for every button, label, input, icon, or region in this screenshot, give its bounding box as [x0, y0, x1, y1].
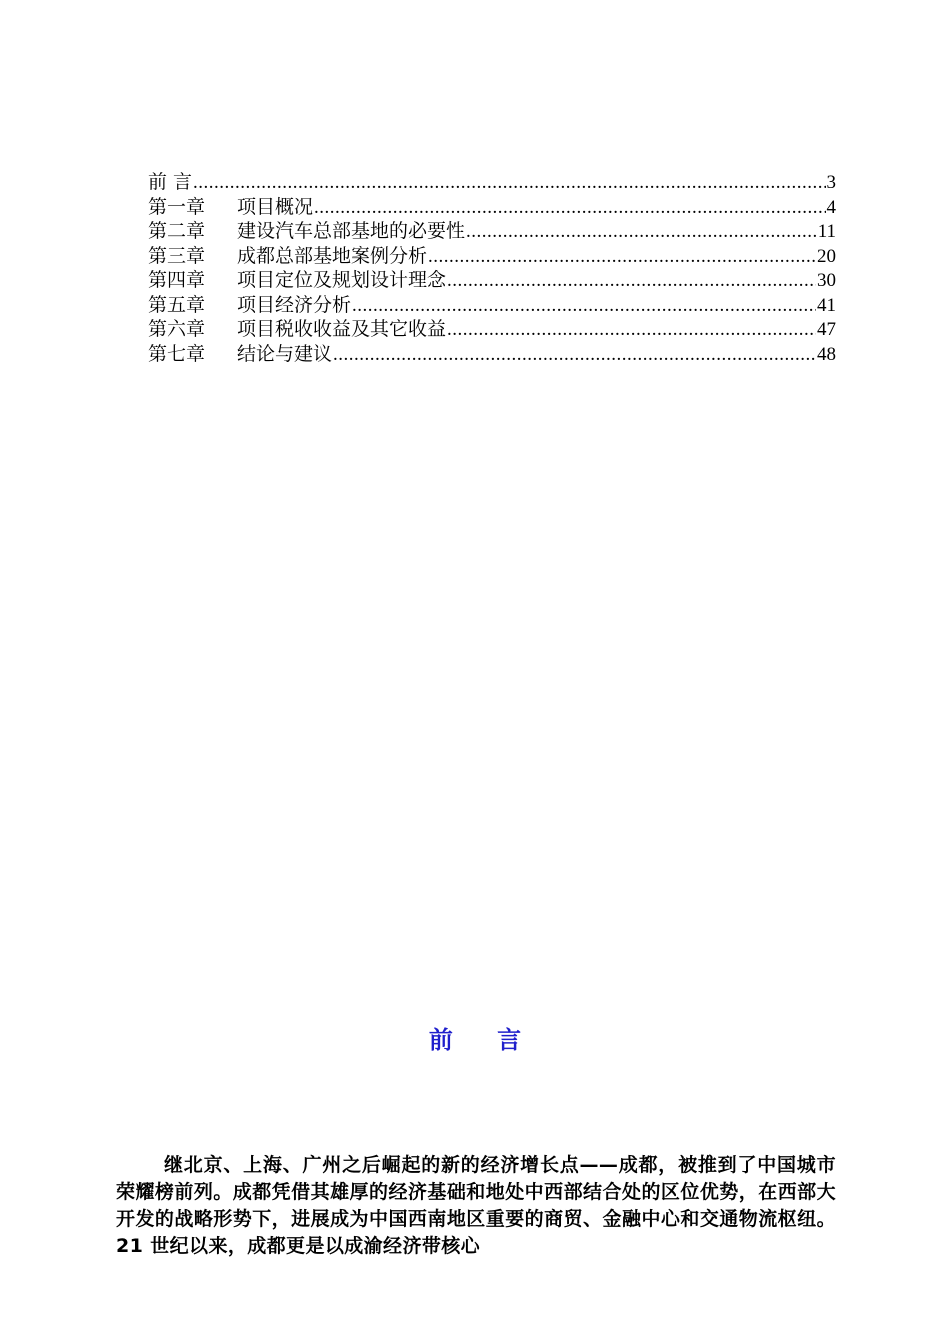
- preface-heading: 前 言: [428, 1026, 540, 1054]
- toc-chapter-title: 建设汽车总部基地的必要性: [237, 220, 466, 242]
- toc-page-number: 3: [826, 172, 836, 193]
- toc-chapter-title: 项目税收收益及其它收益: [237, 318, 447, 340]
- toc-dot-leader: [352, 294, 816, 319]
- toc-chapter-title: 成都总部基地案例分析: [237, 244, 428, 267]
- toc-entry-chapter-3[interactable]: [148, 244, 836, 269]
- toc-chapter-label: 第七章: [148, 342, 206, 365]
- toc-page-number: 4: [826, 196, 836, 218]
- toc-chapter-label: 第一章: [148, 195, 206, 218]
- toc-page-number: 41: [817, 294, 836, 316]
- toc-page-number: 20: [817, 245, 836, 267]
- toc-entry-chapter-2[interactable]: [148, 219, 836, 244]
- toc-entry-preface[interactable]: [148, 170, 836, 195]
- toc-dot-leader: [428, 245, 816, 270]
- toc-dot-leader: [447, 318, 816, 343]
- toc-chapter-title: 项目概况: [237, 195, 314, 218]
- toc-page-number: 11: [817, 221, 836, 242]
- toc-page-number: 47: [817, 319, 836, 340]
- toc-chapter-label: 第六章: [148, 318, 206, 340]
- toc-entry-chapter-4[interactable]: [148, 268, 836, 293]
- toc-page-number: 48: [817, 343, 836, 365]
- toc-dot-leader: [333, 343, 816, 368]
- toc-page-number: 30: [817, 270, 836, 291]
- toc-chapter-label: 第五章: [148, 293, 206, 316]
- toc-entry-chapter-1[interactable]: [148, 195, 836, 220]
- toc-chapter-title: 结论与建议: [237, 342, 333, 365]
- toc-dot-leader: [193, 171, 825, 196]
- toc-dot-leader: [314, 196, 825, 221]
- toc-chapter-label: 第二章: [148, 220, 206, 242]
- preface-paragraph: 继北京、上海、广州之后崛起的新的经济增长点——成都，被推到了中国城市荣耀榜前列。成都凭借其雄厚的经济基础和地处中西部结合处的区位优势，在西部大开发的战略形势下，进展成为中国西南地区重要的商贸、金融中心和交通物流枢纽。21 世纪以来，成都更是以成渝经济带核心: [116, 1154, 836, 1257]
- toc-dot-leader: [447, 269, 816, 294]
- toc-chapter-label: 第三章: [148, 244, 206, 267]
- toc-dot-leader: [466, 220, 817, 245]
- table-of-contents: [148, 170, 836, 366]
- toc-entry-chapter-5[interactable]: [148, 293, 836, 318]
- toc-chapter-label: 前 言: [148, 171, 193, 193]
- toc-entry-chapter-7[interactable]: [148, 342, 836, 367]
- toc-chapter-title: 项目定位及规划设计理念: [237, 269, 447, 291]
- toc-chapter-title: 项目经济分析: [237, 293, 352, 316]
- toc-entry-chapter-6[interactable]: [148, 317, 836, 342]
- toc-chapter-label: 第四章: [148, 269, 206, 291]
